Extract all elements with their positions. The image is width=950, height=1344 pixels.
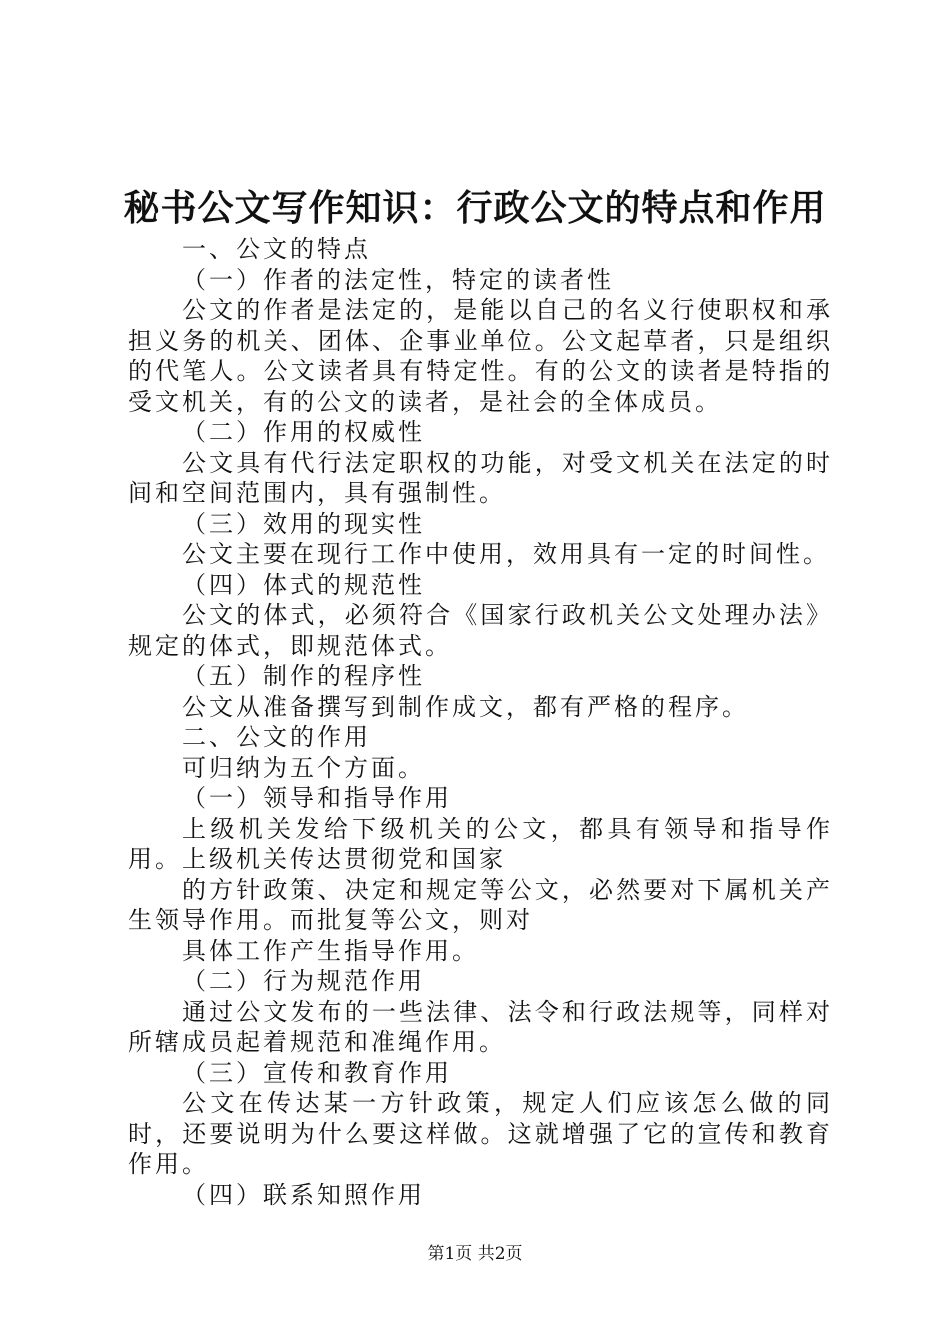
- subsection-heading: （四）体式的规范性: [182, 570, 425, 599]
- body-paragraph: 公文主要在现行工作中使用，效用具有一定的时间性。: [182, 540, 830, 568]
- subsection-heading: （二）行为规范作用: [182, 967, 425, 995]
- section-heading: 一、公文的特点: [182, 235, 371, 263]
- page-number-footer: 第1页 共2页: [427, 1244, 523, 1264]
- section-heading: 二、公文的作用: [182, 723, 371, 751]
- body-paragraph: 公文在传达某一方针政策，规定人们应该怎么做的同时，还要说明为什么要这样做。这就增强了它的宣传和教育作用。: [128, 1089, 833, 1178]
- subsection-heading: （五）制作的程序性: [182, 662, 425, 690]
- body-paragraph: 通过公文发布的一些法律、法令和行政法规等，同样对所辖成员起着规范和准绳作用。: [128, 997, 833, 1056]
- subsection-heading: （二）作用的权威性: [182, 418, 425, 446]
- body-paragraph: 公文从准备撰写到制作成文，都有严格的程序。: [182, 692, 749, 721]
- document-title: 秘书公文写作知识：行政公文的特点和作用: [123, 187, 827, 229]
- body-paragraph: 的方针政策、决定和规定等公文，必然要对下属机关产生领导作用。而批复等公文，则对: [128, 875, 833, 934]
- body-paragraph: 公文的体式，必须符合《国家行政机关公文处理办法》规定的体式，即规范体式。: [128, 601, 833, 660]
- subsection-heading: （三）效用的现实性: [182, 509, 425, 538]
- subsection-heading: （三）宣传和教育作用: [182, 1058, 452, 1087]
- subsection-heading: （四）联系知照作用: [182, 1180, 425, 1209]
- body-paragraph: 具体工作产生指导作用。: [182, 936, 479, 965]
- subsection-heading: （一）领导和指导作用: [182, 784, 452, 812]
- body-paragraph: 公文的作者是法定的，是能以自己的名义行使职权和承担义务的机关、团体、企事业单位。公文起草者，只是组织的代笔人。公文读者具有特定性。有的公文的读者是特指的受文机关，有的公文的读者，是社会的全体成员。: [128, 296, 833, 416]
- document-body: [128, 234, 833, 1210]
- body-paragraph: 可归纳为五个方面。: [182, 753, 425, 782]
- subsection-heading: （一）作者的法定性，特定的读者性: [182, 265, 614, 294]
- body-paragraph: 公文具有代行法定职权的功能，对受文机关在法定的时间和空间范围内，具有强制性。: [128, 448, 833, 507]
- body-paragraph: 上级机关发给下级机关的公文，都具有领导和指导作用。上级机关传达贯彻党和国家: [128, 814, 833, 873]
